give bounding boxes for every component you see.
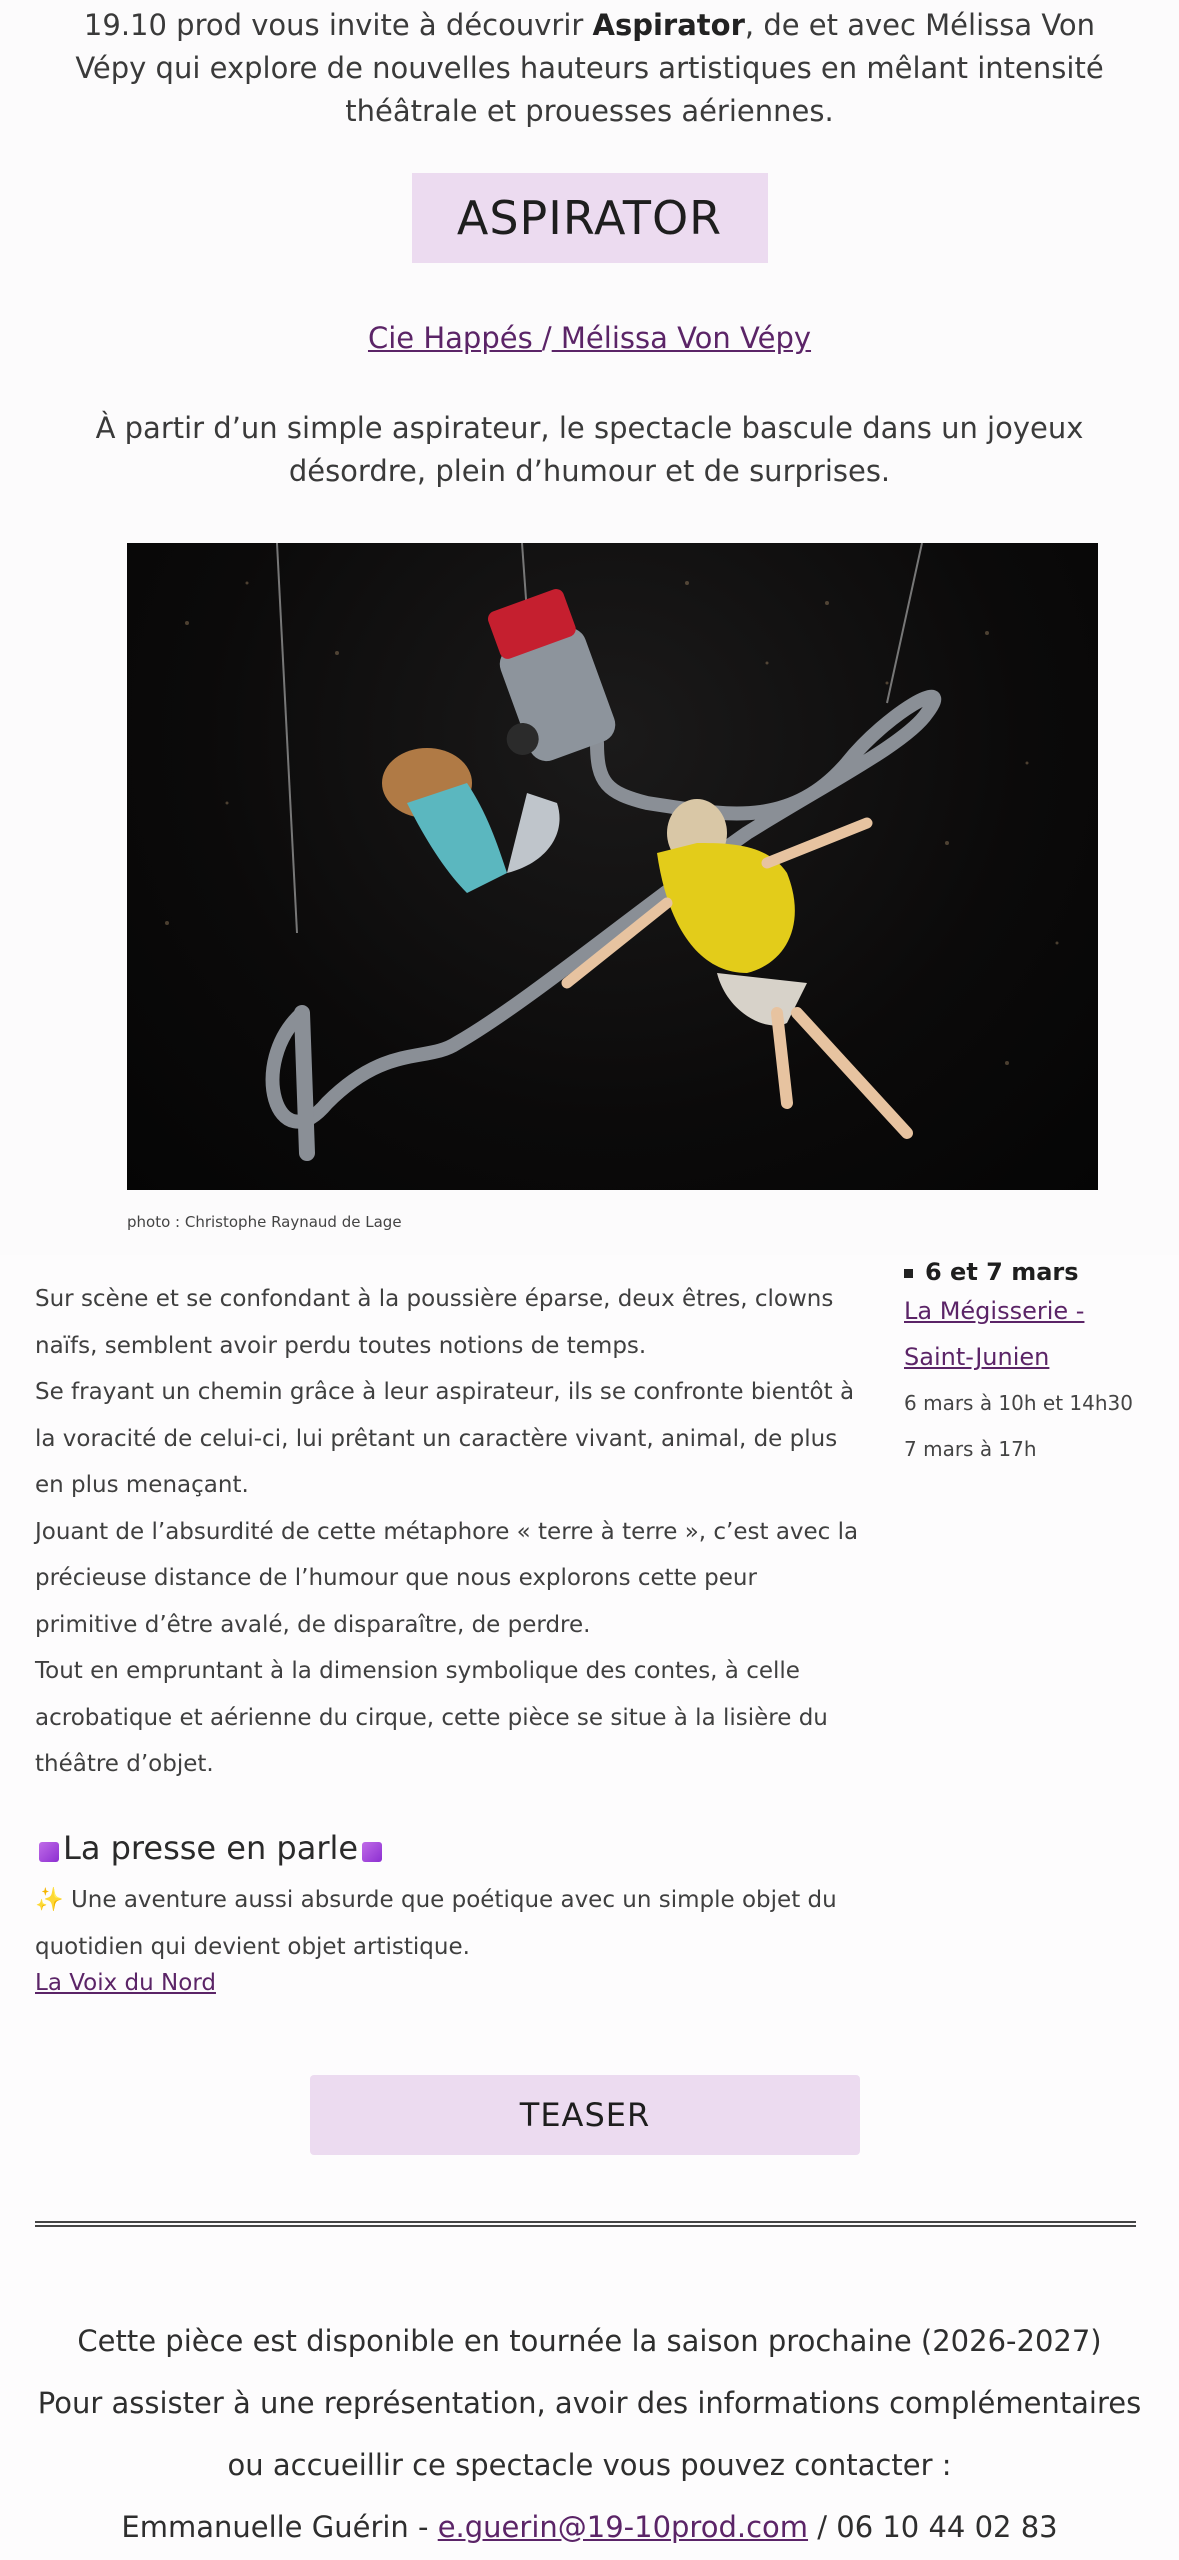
venue-link-city[interactable]: Saint-Junien (904, 1343, 1050, 1371)
show-title-box: ASPIRATOR (412, 173, 768, 263)
credits-line (0, 321, 1179, 355)
bullet-icon (904, 1269, 913, 1278)
artist-link[interactable]: Mélissa Von Vépy (551, 321, 812, 355)
press-quote: ✨ Une aventure aussi absurde que poétique avec un simple objet du quotidien qui devient objet artistique. (35, 1887, 837, 1960)
press-source-link[interactable]: La Voix du Nord (35, 1970, 216, 1996)
sparkles-icon: ✨ (35, 1887, 64, 1913)
photo-caption: photo : Christophe Raynaud de Lage (127, 1213, 402, 1231)
intro-suffix: , de et avec Mélissa Von Vépy qui explore de nouvelles hauteurs artistiques en mêlant intensité théâtrale et prouesses aériennes. (75, 8, 1104, 128)
purple-square-icon (362, 1842, 382, 1862)
credits-separator: / (541, 321, 552, 355)
intro-paragraph (60, 0, 1120, 133)
teaser-button[interactable]: TEASER (310, 2075, 860, 2155)
description-paragraph: Se frayant un chemin grâce à leur aspirateur, ils se confronte bientôt à la voracité de celui-ci, lui prêtant un caractère vivant, animal, de plus en plus menaçant. (35, 1379, 855, 1498)
contact-line: Pour assister à une représentation, avoir des informations complémentaires (37, 2386, 1142, 2420)
description-paragraph: Sur scène et se confondant à la poussière éparse, deux êtres, clowns naïfs, semblent avoir perdu toutes notions de temps. (35, 1286, 834, 1359)
divider (35, 2221, 1136, 2227)
venue-link[interactable]: La Mégisserie - (904, 1297, 1085, 1325)
header-section (0, 0, 1179, 1255)
intro-prefix: 19.10 prod vous invite à découvrir (83, 8, 593, 42)
intro-show-name: Aspirator (592, 8, 745, 42)
email-link[interactable]: e.guerin@19-10prod.com (437, 2510, 809, 2544)
contact-line: ou accueillir ce spectacle vous pouvez contacter : (227, 2448, 952, 2482)
schedule-date: 6 et 7 mars (904, 1258, 1154, 1286)
contact-person: Emmanuelle Guérin - e.guerin@19-10prod.com / 06 10 44 02 83 (121, 2510, 1058, 2544)
schedule-time: 7 mars à 17h (904, 1437, 1037, 1461)
description-paragraph: Jouant de l’absurdité de cette métaphore « terre à terre », c’est avec la précieuse distance de l’humour que nous explorons cette peur primitive d’être avalé, de disparaître, de perdre. (35, 1518, 859, 1638)
schedule-time: 6 mars à 10h et 14h30 (904, 1391, 1133, 1415)
description-text (35, 1276, 865, 1788)
schedule-sidebar (904, 1258, 1154, 1472)
contact-line: Cette pièce est disponible en tournée la saison prochaine (2026-2027) (77, 2324, 1102, 2358)
contact-section (0, 2310, 1179, 2558)
purple-square-icon (39, 1842, 59, 1862)
acrobats-illustration (127, 543, 1098, 1190)
description-paragraph: Tout en empruntant à la dimension symbolique des contes, à celle acrobatique et aérienne du cirque, cette pièce se situe à la lisière du théâtre d’objet. (35, 1658, 828, 1777)
show-photo (127, 543, 1098, 1190)
company-link[interactable]: Cie Happés (367, 321, 542, 355)
press-heading: La presse en parle (35, 1829, 386, 1867)
pitch-paragraph: À partir d’un simple aspirateur, le spectacle bascule dans un joyeux désordre, plein d’humour et de surprises. (95, 411, 1084, 488)
